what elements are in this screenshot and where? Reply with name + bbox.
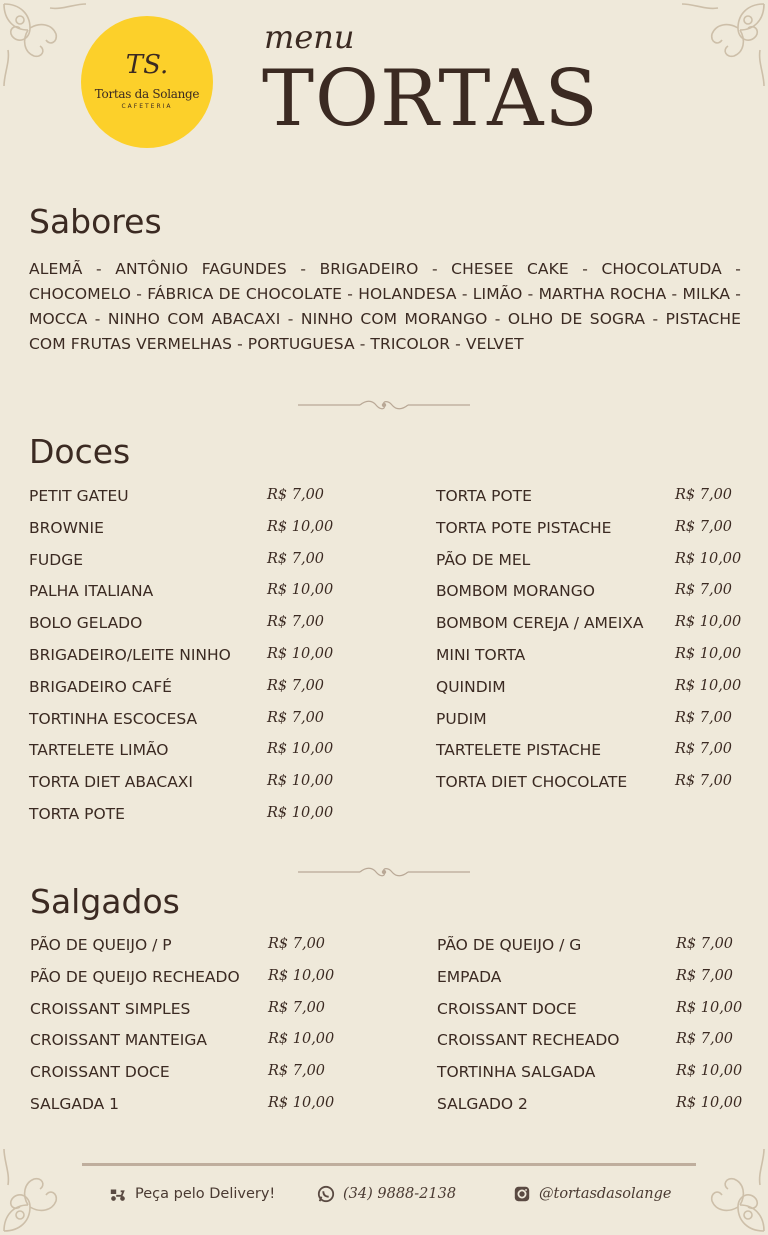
menu-item-name: CROISSANT RECHEADO — [437, 1031, 620, 1050]
logo-monogram: TS. — [125, 50, 169, 80]
menu-item-price: R$ 10,00 — [675, 677, 742, 694]
menu-item-price: R$ 7,00 — [268, 1063, 326, 1080]
menu-item-price: R$ 7,00 — [676, 936, 734, 952]
menu-item-price: R$ 10,00 — [675, 646, 742, 662]
menu-item-name: SALGADA 1 — [30, 1095, 120, 1113]
menu-item-price: R$ 10,00 — [675, 614, 742, 631]
section-title-doces: Doces — [29, 432, 131, 471]
menu-item-name: TORTA POTE PISTACHE — [436, 518, 612, 537]
menu-item-price: R$ 7,00 — [268, 999, 326, 1016]
menu-item-name: PÃO DE MEL — [436, 550, 531, 569]
menu-item-name: TORTINHA SALGADA — [437, 1063, 596, 1082]
menu-label: menu — [264, 18, 355, 56]
menu-item-price: R$ 10,00 — [676, 999, 743, 1016]
page-title: TORTAS — [262, 54, 599, 144]
ornamental-divider — [298, 862, 470, 872]
menu-item-name: TORTINHA ESCOCESA — [29, 709, 198, 728]
whatsapp-icon — [317, 1185, 335, 1203]
ornamental-divider — [298, 395, 470, 405]
menu-item-name: EMPADA — [437, 967, 502, 986]
menu-item-price: R$ 7,00 — [268, 936, 326, 952]
delivery-link[interactable] — [109, 1184, 275, 1204]
menu-item-name: SALGADO 2 — [437, 1095, 528, 1113]
menu-item-price: R$ 10,00 — [267, 741, 334, 758]
menu-item-price: R$ 7,00 — [675, 773, 733, 790]
menu-item-name: BOMBOM MORANGO — [436, 582, 595, 601]
menu-item-name: CROISSANT DOCE — [437, 999, 577, 1018]
phone-number: (34) 9888-2138 — [343, 1186, 457, 1202]
menu-item-name: TORTA POTE — [29, 805, 125, 823]
menu-item-price: R$ 7,00 — [267, 550, 325, 567]
menu-item-name: CROISSANT DOCE — [30, 1063, 170, 1082]
menu-item-price: R$ 10,00 — [267, 582, 334, 599]
menu-item-price: R$ 10,00 — [268, 967, 335, 984]
menu-item-price: R$ 10,00 — [676, 1063, 743, 1080]
menu-item-price: R$ 7,00 — [267, 614, 325, 631]
corner-ornament-top-left — [0, 0, 90, 90]
brand-logo — [81, 16, 213, 148]
menu-item-name: PÃO DE QUEIJO / P — [30, 936, 172, 954]
menu-item-price: R$ 7,00 — [675, 518, 733, 535]
menu-item-price: R$ 10,00 — [675, 550, 742, 567]
delivery-scooter-icon — [109, 1185, 127, 1203]
section-title-sabores: Sabores — [29, 202, 162, 241]
menu-item-name: PUDIM — [436, 709, 487, 728]
corner-ornament-top-right — [678, 0, 768, 90]
corner-ornament-bottom-left — [0, 1145, 90, 1235]
corner-ornament-bottom-right — [678, 1145, 768, 1235]
menu-item-price: R$ 10,00 — [267, 518, 334, 535]
menu-item-price: R$ 7,00 — [675, 741, 733, 758]
menu-item-price: R$ 10,00 — [267, 805, 334, 821]
delivery-text: Peça pelo Delivery! — [135, 1186, 276, 1202]
menu-item-name: BRIGADEIRO CAFÉ — [29, 677, 172, 696]
footer-divider — [82, 1163, 696, 1166]
menu-item-name: BROWNIE — [29, 518, 104, 537]
menu-item-name: PÃO DE QUEIJO RECHEADO — [30, 967, 240, 986]
whatsapp-link[interactable] — [317, 1184, 456, 1204]
menu-item-price: R$ 7,00 — [267, 487, 325, 503]
menu-item-name: PALHA ITALIANA — [29, 582, 154, 601]
menu-item-name: TORTA POTE — [436, 487, 532, 505]
menu-item-price: R$ 10,00 — [676, 1095, 743, 1111]
menu-item-price: R$ 7,00 — [675, 487, 733, 503]
menu-item-name: BOMBOM CEREJA / AMEIXA — [436, 614, 644, 633]
sabores-list: ALEMÃ - ANTÔNIO FAGUNDES - BRIGADEIRO - CHESEE CAKE - CHOCOLATUDA - CHOCOMELO - FÁBRICA DE CHOCOLATE - HOLANDESA - LIMÃO - MARTHA ROCHA - MILKA - MOCCA - NINHO COM ABACAXI - NINHO COM MORANGO - OLHO DE SOGRA - PISTACHE COM FRUTAS VERMELHAS - PORTUGUESA - TRICOLOR - VELVET — [29, 260, 741, 353]
menu-item-name: BRIGADEIRO/LEITE NINHO — [29, 646, 231, 664]
instagram-handle: @tortasdasolange — [539, 1186, 672, 1202]
menu-item-price: R$ 7,00 — [675, 582, 733, 599]
menu-item-price: R$ 7,00 — [675, 709, 733, 726]
menu-item-price: R$ 10,00 — [268, 1095, 335, 1111]
menu-item-name: TARTELETE PISTACHE — [436, 741, 602, 760]
menu-item-name: BOLO GELADO — [29, 614, 143, 633]
section-title-salgados: Salgados — [30, 882, 180, 921]
menu-item-name: PETIT GATEU — [29, 487, 129, 505]
menu-item-price: R$ 10,00 — [267, 773, 334, 790]
menu-item-name: QUINDIM — [436, 677, 506, 696]
menu-item-price: R$ 7,00 — [676, 967, 734, 984]
menu-item-price: R$ 7,00 — [267, 677, 325, 694]
menu-item-name: TORTA DIET CHOCOLATE — [436, 773, 628, 792]
menu-item-name: CROISSANT MANTEIGA — [30, 1031, 207, 1050]
logo-subtitle: CAFETERIA — [121, 103, 173, 110]
logo-name: Tortas da Solange — [94, 87, 200, 101]
instagram-icon — [513, 1185, 531, 1203]
menu-item-name: TORTA DIET ABACAXI — [29, 773, 193, 792]
menu-item-name: TARTELETE LIMÃO — [29, 741, 169, 760]
menu-item-price: R$ 7,00 — [267, 709, 325, 726]
menu-item-name: CROISSANT SIMPLES — [30, 999, 191, 1018]
menu-item-name: PÃO DE QUEIJO / G — [437, 936, 582, 954]
menu-item-name: MINI TORTA — [436, 646, 526, 664]
menu-item-price: R$ 10,00 — [267, 646, 334, 662]
menu-item-price: R$ 7,00 — [676, 1031, 734, 1048]
menu-item-price: R$ 10,00 — [268, 1031, 335, 1048]
menu-item-name: FUDGE — [29, 550, 84, 569]
instagram-link[interactable] — [513, 1184, 671, 1204]
